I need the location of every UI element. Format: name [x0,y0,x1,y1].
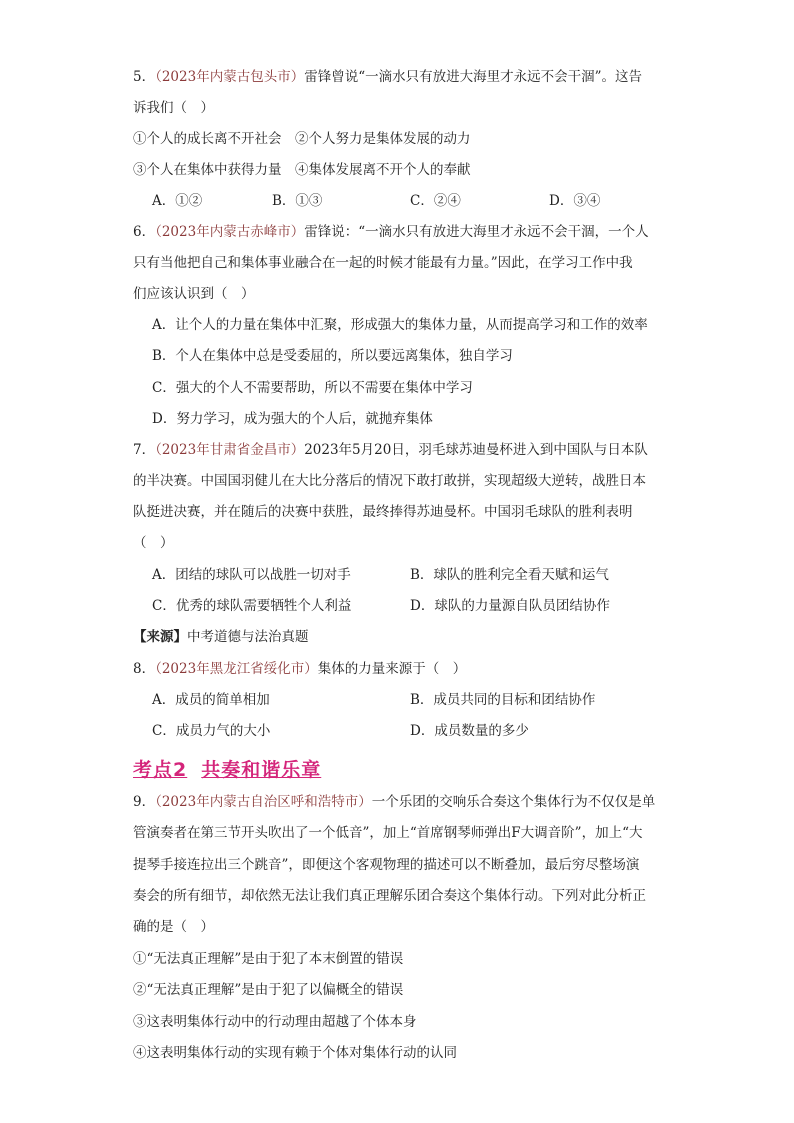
q8-source: （2023年黑龙江省绥化市） [155,661,318,677]
source-label: 【来源】 [133,629,187,645]
q6-number: 6． [133,224,156,240]
q9-source: （2023年内蒙古自治区呼和浩特市） [155,794,372,810]
q7-line-1 [133,440,648,460]
source-text: 中考道德与法治真题 [187,629,309,645]
q5-option-a: A．①② [152,193,203,209]
q5-option-b: B．①③ [272,193,323,209]
q8-option-a: A．成员的简单相加 [152,692,270,708]
q8-option-d: D．成员数量的多少 [410,723,529,739]
q5-text-1: 雷锋曾说“一滴水只有放进大海里才永远不会干涸”。这告 [304,69,643,85]
q9-statement-4: ④这表明集体行动的实现有赖于个体对集体行动的认同 [133,1045,457,1061]
q7-source: （2023年甘肃省金昌市） [155,442,305,458]
q9-text-3: 提琴手接连拉出三个跳音”，即便这个客观物理的描述可以不断叠加，最后穷尽整场演 [133,857,640,873]
q5-source: （2023年内蒙古包头市） [155,69,305,85]
q8-option-c: C．成员力气的大小 [152,723,271,739]
section-title: 共奏和谐乐章 [201,759,322,781]
q5-statement-2: ③个人在集体中获得力量 ④集体发展离不开个人的奉献 [133,162,471,178]
q9-statement-1: ①“无法真正理解”是由于犯了本末倒置的错误 [133,951,404,967]
q7-option-d: D．球队的力量源自队员团结协作 [410,598,610,614]
q9-statement-3: ③这表明集体行动中的行动理由超越了个体本身 [133,1014,417,1030]
q8-option-b: B．成员共同的目标和团结协作 [410,692,596,708]
q5-option-c: C．②④ [410,193,461,209]
q9-text-4: 奏会的所有细节，却依然无法让我们真正理解乐团合奏这个集体行动。下列对此分析正 [133,888,646,904]
q7-option-c: C．优秀的球队需要牺牲个人利益 [152,598,352,614]
q6-line-1 [133,222,649,242]
q8-number: 8． [133,661,156,677]
q9-number: 9． [133,794,156,810]
q6-text-1: 雷锋说：“一滴水只有放进大海里才永远不会干涸，一个人 [304,224,649,240]
q6-option-c: C．强大的个人不需要帮助，所以不需要在集体中学习 [152,380,473,396]
q9-text-5: 确的是（ ） [133,919,214,935]
q8-line-1 [133,659,466,679]
q9-text-1: 一个乐团的交响乐合奏这个集体行为不仅仅是单 [371,794,656,810]
q6-option-d: D．努力学习，成为强大的个人后，就抛弃集体 [152,411,433,427]
q7-text-2: 的半决赛。中国国羽健儿在大比分落后的情况下敢打敢拼，实现超级大逆转，战胜日本 [133,473,646,489]
q6-option-b: B．个人在集体中总是受委屈的，所以要远离集体，独自学习 [152,348,513,364]
q7-number: 7． [133,442,156,458]
q9-line-1 [133,792,655,812]
q5-line-1 [133,67,642,87]
q9-statement-2: ②“无法真正理解”是由于犯了以偏概全的错误 [133,982,404,998]
q7-text-4: （ ） [133,535,174,551]
q6-text-2: 只有当他把自己和集体事业融合在一起的时候才能最有力量。”因此，在学习工作中我 [133,255,633,271]
q5-number: 5． [133,69,156,85]
q7-text-1: 2023年5月20日，羽毛球苏迪曼杯进入到中国队与日本队 [304,442,648,458]
q9-text-2: 管演奏者在第三节开头吹出了一个低音”，加上“首席钢琴师弹出F大调音阶”，加上“大 [133,825,643,841]
q7-option-b: B．球队的胜利完全看天赋和运气 [410,567,609,583]
section-label: 考点2 [133,759,188,781]
q7-option-a: A．团结的球队可以战胜一切对手 [152,567,351,583]
q5-option-d: D．③④ [549,193,601,209]
q5-text-2: 诉我们（ ） [133,100,214,116]
q8-text-1: 集体的力量来源于（ ） [317,661,467,677]
q6-text-3: 们应该认识到（ ） [133,286,255,302]
section-heading [133,755,321,782]
q7-text-3: 队挺进决赛，并在随后的决赛中获胜，最终捧得苏迪曼杯。中国羽毛球队的胜利表明 [133,504,633,520]
q6-source: （2023年内蒙古赤峰市） [155,224,305,240]
q7-source-note [133,627,309,647]
q6-option-a: A．让个人的力量在集体中汇聚，形成强大的集体力量，从而提高学习和工作的效率 [152,317,648,333]
q5-statement-1: ①个人的成长离不开社会 ②个人努力是集体发展的动力 [133,131,471,147]
